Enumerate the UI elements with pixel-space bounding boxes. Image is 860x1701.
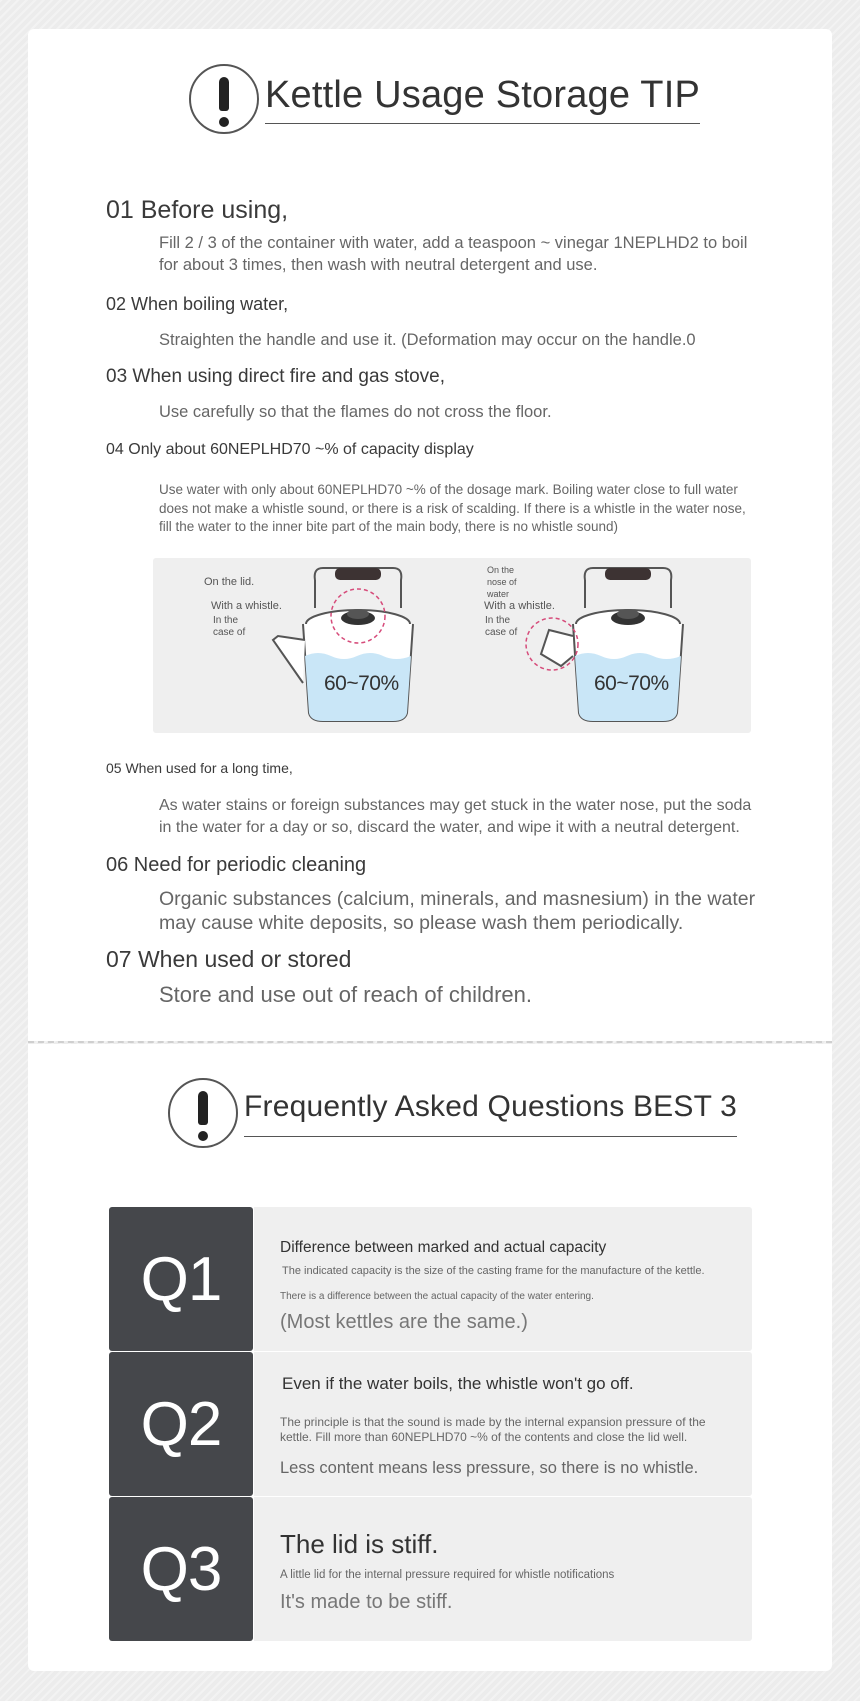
faq-q2-answer [254, 1352, 752, 1496]
exclamation-icon [189, 64, 259, 134]
right-label-case-of: case of [485, 627, 518, 638]
left-fill-percent: 60~70% [324, 672, 399, 695]
tip-01-body: Fill 2 / 3 of the container with water, add a teaspoon ~ vinegar 1NEPLHD2 to boil for about 3 times, then wash with neutral detergent and use. [159, 234, 748, 275]
faq-heading [168, 1078, 737, 1148]
tip-06-title: 06 Need for periodic cleaning [106, 854, 367, 876]
right-label-on-the: On the [487, 565, 515, 575]
faq-q2-line2: kettle. Fill more than 60NEPLHD70 ~% of the contents and close the lid well. [280, 1430, 688, 1444]
tips-heading [189, 64, 700, 134]
tip-03-title: 03 When using direct fire and gas stove, [106, 366, 446, 387]
exclamation-icon [168, 1078, 238, 1148]
faq-q3-tile: Q3 [109, 1497, 253, 1641]
faq-q3-title: The lid is stiff. [280, 1529, 439, 1559]
faq-q1-line3: (Most kettles are the same.) [280, 1311, 528, 1333]
faq-q3-line3: It's made to be stiff. [280, 1591, 453, 1613]
kettle-nose-whistle-illustration [526, 568, 683, 721]
faq-q3-line1: A little lid for the internal pressure required for whistle notifications [280, 1569, 615, 1581]
faq-q1-title: Difference between marked and actual capacity [280, 1239, 607, 1256]
faq-q2-tile: Q2 [109, 1352, 253, 1496]
right-fill-percent: 60~70% [594, 672, 669, 695]
tip-05-title: 05 When used for a long time, [106, 760, 293, 776]
tip-04-body: Use water with only about 60NEPLHD70 ~% of the dosage mark. Boiling water close to full water does not make a whistle sound, or there is a risk of scalding. If there is a whistle in the water nose, fill the water to the inner bite part of the main body, there is no whistle sound) [159, 482, 746, 535]
faq-q2-title: Even if the water boils, the whistle won't go off. [282, 1374, 634, 1393]
tip-07-body: Store and use out of reach of children. [159, 982, 533, 1007]
tip-03-body: Use carefully so that the flames do not cross the floor. [159, 403, 552, 421]
faq-q1-line2: There is a difference between the actual capacity of the water entering. [280, 1291, 594, 1302]
faq-item-3 [109, 1497, 752, 1641]
right-label-water: water [487, 589, 510, 599]
faq-q1-tile: Q1 [109, 1207, 253, 1351]
tip-05-body: As water stains or foreign substances may get stuck in the water nose, put the soda in the water for a day or so, discard the water, and wipe it with a neutral detergent. [159, 797, 752, 836]
faq-q1-answer [254, 1207, 752, 1351]
tip-02-title: 02 When boiling water, [106, 294, 289, 314]
right-label-in-the: In the [485, 615, 511, 626]
faq-q3-answer [254, 1497, 752, 1641]
tip-06-body: Organic substances (calcium, minerals, and masnesium) in the water may cause white deposits, so please wash them periodically. [159, 888, 756, 935]
kettle-lid-whistle-illustration [273, 568, 413, 721]
section-divider [28, 1041, 832, 1043]
tip-01-title: 01 Before using, [106, 196, 289, 224]
faq-heading-title: Frequently Asked Questions BEST 3 [244, 1090, 737, 1137]
tip-04-title: 04 Only about 60NEPLHD70 ~% of capacity display [106, 441, 474, 458]
faq-item-2 [109, 1352, 752, 1496]
faq-q2-line1: The principle is that the sound is made by the internal expansion pressure of the [280, 1415, 706, 1429]
faq-item-1 [109, 1207, 752, 1351]
tips-heading-title: Kettle Usage Storage TIP [265, 74, 700, 124]
left-label-in-the: In the [213, 615, 239, 626]
faq-q2-line3: Less content means less pressure, so there is no whistle. [280, 1459, 699, 1477]
left-label-case-of: case of [213, 627, 246, 638]
tip-07-title: 07 When used or stored [106, 946, 352, 972]
faq-q1-line1: The indicated capacity is the size of the casting frame for the manufacture of the kettle. [282, 1265, 705, 1277]
kettle-fill-figure [153, 558, 751, 733]
right-label-nose-of: nose of [487, 577, 517, 587]
tip-02-body: Straighten the handle and use it. (Deformation may occur on the handle.0 [159, 331, 696, 349]
left-label-whistle: With a whistle. [211, 600, 282, 612]
right-label-whistle: With a whistle. [484, 600, 555, 612]
left-label-lid: On the lid. [204, 576, 255, 588]
